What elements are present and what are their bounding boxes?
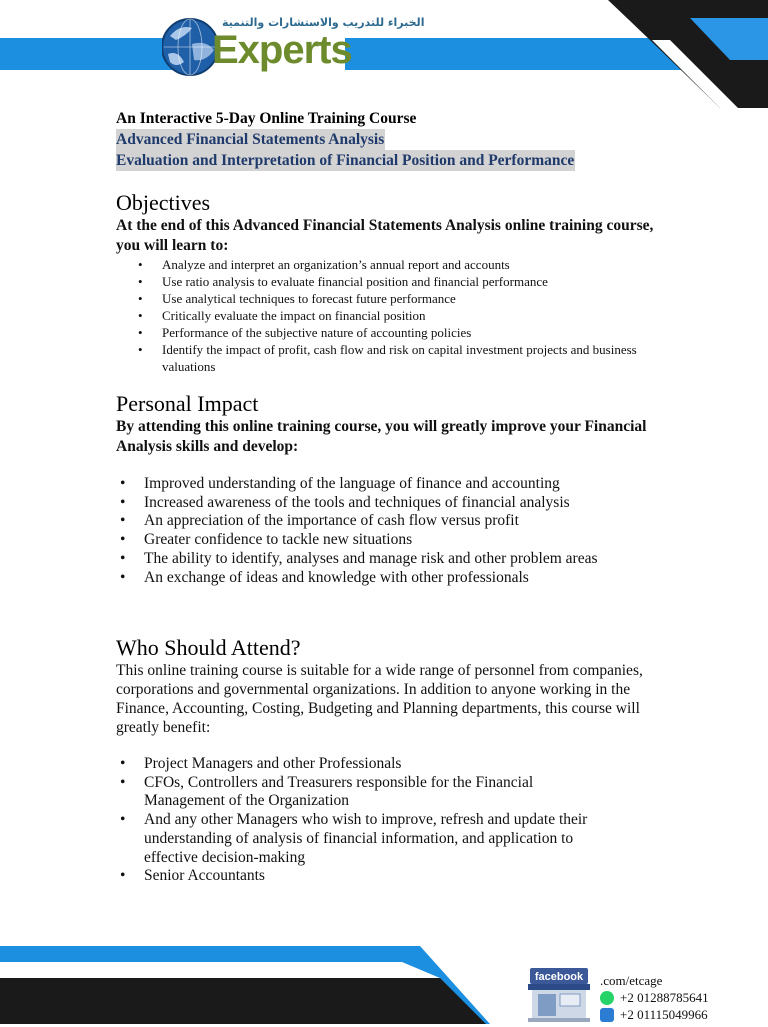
header-blue-band-left	[0, 38, 175, 70]
list-item: • Increased awareness of the tools and techniques of financial analysis	[116, 494, 676, 513]
list-item: • An appreciation of the importance of cash flow versus profit	[116, 512, 676, 531]
course-title: Advanced Financial Statements Analysis	[116, 131, 385, 148]
phone-1[interactable]: +2 01288785641	[620, 990, 709, 1005]
logo-arabic-text: الخبراء للتدريب والاستشارات والتنمية	[222, 16, 425, 29]
objectives-list	[116, 256, 676, 375]
facebook-handle[interactable]: .com/etcage	[600, 973, 663, 988]
who-should-attend-section	[116, 635, 676, 886]
contact-info	[600, 972, 709, 1023]
phone-row-2[interactable]	[600, 1006, 709, 1023]
list-item: • Project Managers and other Professionals	[116, 755, 596, 774]
who-heading: Who Should Attend?	[116, 635, 301, 660]
whatsapp-icon	[600, 991, 614, 1005]
list-item: • Improved understanding of the language of finance and accounting	[116, 475, 676, 494]
logo-wordmark: Experts	[212, 28, 352, 72]
list-item: • Critically evaluate the impact on financial position	[116, 307, 676, 324]
phone-2[interactable]: +2 01115049966	[620, 1007, 708, 1022]
list-item: • Senior Accountants	[116, 867, 596, 886]
list-item: • The ability to identify, analyses and manage risk and other problem areas	[116, 550, 676, 569]
list-item: • Greater confidence to tackle new situations	[116, 531, 676, 550]
list-item: • Performance of the subjective nature of accounting policies	[116, 324, 676, 341]
facebook-store-icon[interactable]	[528, 968, 590, 1022]
facebook-handle-row[interactable]	[600, 972, 709, 989]
who-body: This online training course is suitable for a wide range of personnel from companies, corporations and governmental organizations. In addition to anyone working in the Finance, Accounting, Costing, Budgeting and Planning departments, this course will greatly benefit:	[116, 662, 643, 736]
course-subtitle: Evaluation and Interpretation of Financial Position and Performance	[116, 152, 575, 169]
footer-white-stripe	[0, 962, 440, 978]
company-logo	[160, 12, 425, 82]
course-title-block	[116, 108, 676, 171]
list-item: • CFOs, Controllers and Treasurers responsible for the Financial Management of the Organization	[116, 774, 596, 811]
list-item: • Use ratio analysis to evaluate financial position and financial performance	[116, 273, 676, 290]
impact-heading: Personal Impact	[116, 391, 259, 416]
list-item: • Analyze and interpret an organization’s annual report and accounts	[116, 256, 676, 273]
course-kicker: An Interactive 5-Day Online Training Course	[116, 110, 417, 127]
list-item: • And any other Managers who wish to improve, refresh and update their understanding of analysis of financial information, and application to effective decision-making	[116, 811, 596, 867]
footer-dark-band	[0, 978, 486, 1024]
phone-icon	[600, 1008, 614, 1022]
facebook-label: facebook	[534, 971, 584, 983]
objectives-lead: At the end of this Advanced Financial Statements Analysis online training course, you will learn to:	[116, 217, 654, 254]
list-item: • An exchange of ideas and knowledge with other professionals	[116, 569, 676, 588]
phone-row-1[interactable]	[600, 989, 709, 1006]
impact-list	[116, 475, 676, 587]
objectives-section	[116, 190, 676, 375]
list-item: • Identify the impact of profit, cash flow and risk on capital investment projects and business valuations	[116, 341, 676, 375]
who-list	[116, 755, 676, 886]
impact-lead: By attending this online training course, you will greatly improve your Financial Analysis skills and develop:	[116, 418, 647, 455]
list-item: • Use analytical techniques to forecast future performance	[116, 290, 676, 307]
objectives-heading: Objectives	[116, 190, 211, 215]
personal-impact-section	[116, 391, 676, 587]
